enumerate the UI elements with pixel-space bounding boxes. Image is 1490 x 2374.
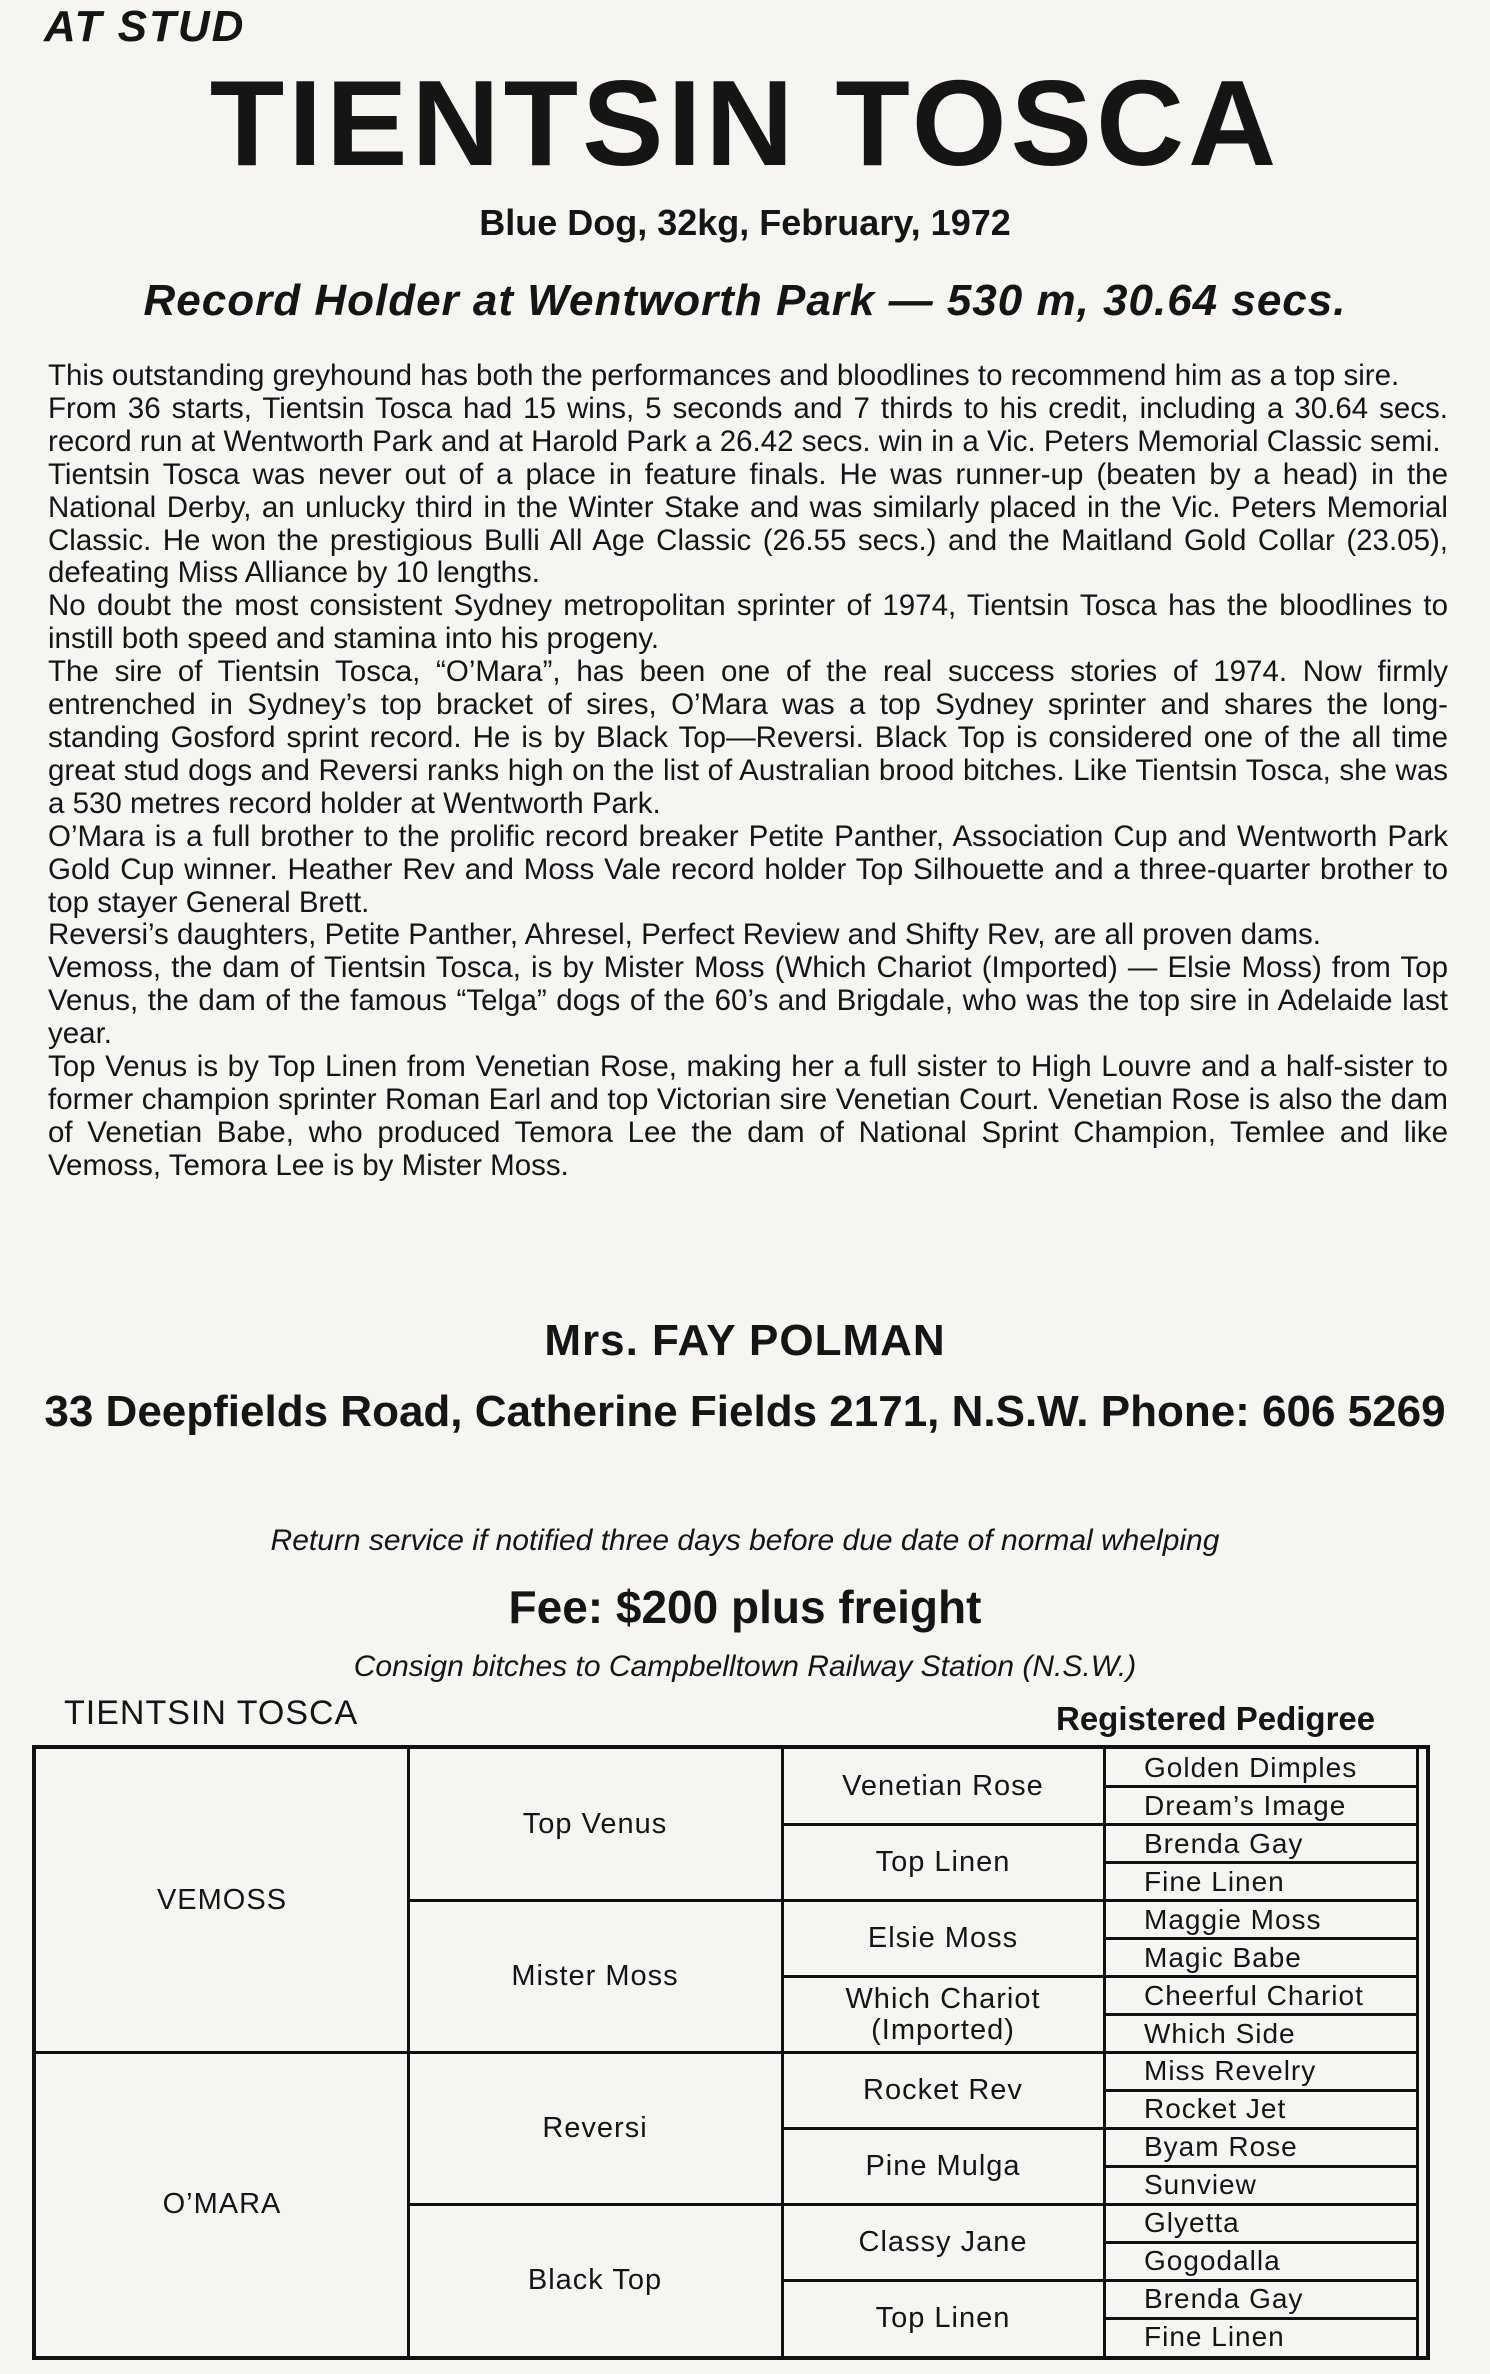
dog-description: Blue Dog, 32kg, February, 1972 [479, 202, 1011, 243]
page-title: TIENTSIN TOSCA [209, 55, 1281, 191]
paragraph: Reversi’s daughters, Petite Panther, Ahresel, Perfect Review and Shifty Rev, are all proven dams. [48, 918, 1321, 952]
grid-line [1104, 2279, 1418, 2282]
grid-line [1104, 2013, 1418, 2016]
ancestor-gen3: Pine Mulga [865, 2149, 1021, 2182]
grid-line [1104, 1899, 1418, 1902]
grid-line [407, 1749, 410, 2356]
ancestor-gen4: Cheerful Chariot [1144, 1979, 1364, 2011]
grid-line [782, 1823, 1104, 1826]
grid-line [1104, 1937, 1418, 1940]
grid-line [1104, 2127, 1418, 2130]
ancestor-gen2: Reversi [542, 2111, 648, 2144]
grid-line [1104, 2203, 1418, 2206]
ancestor-gen1: O’MARA [162, 2187, 282, 2220]
ancestor-gen4: Byam Rose [1144, 2131, 1298, 2163]
grid-line [782, 2279, 1104, 2282]
paragraph: From 36 starts, Tientsin Tosca had 15 wins, 5 seconds and 7 thirds to his credit, including a 30.64 secs. record run at Wentworth Park and at Harold Park a 26.42 secs. win in a Vic. Peters Memorial Classic semi. [48, 391, 1448, 458]
paragraph: Tientsin Tosca was never out of a place in feature finals. He was runner-up (beaten by a head) in the National Derby, an unlucky third in the Winter Stake and was similarly placed in the Vic. Peters Memorial Classic. He won the prestigious Bulli All Age Classic (26.55 secs.) and the Maitland Gold Collar (23.05), defeating Miss Alliance by 10 lengths. [48, 457, 1448, 590]
ancestor-gen3: Top Linen [875, 1846, 1011, 1879]
ancestor-gen2: Mister Moss [511, 1960, 679, 1993]
ancestor-gen4: Brenda Gay [1144, 1827, 1304, 1859]
ancestor-gen2: Top Venus [522, 1808, 668, 1841]
ancestor-gen4: Dream’s Image [1144, 1789, 1347, 1821]
ancestor-gen4: Fine Linen [1144, 2321, 1285, 2353]
ancestor-gen3: Classy Jane [858, 2225, 1028, 2258]
ancestor-gen3: Rocket Rev [863, 2073, 1023, 2106]
grid-line [1104, 2089, 1418, 2092]
ancestor-gen4: Magic Babe [1144, 1941, 1302, 1973]
grid-line [1103, 1749, 1106, 2356]
grid-line [1104, 2241, 1418, 2244]
ancestor-gen4: Rocket Jet [1144, 2093, 1287, 2125]
grid-line [781, 1749, 784, 2356]
ancestor-gen3: Elsie Moss [867, 1922, 1019, 1955]
owner-name: Mrs. FAY POLMAN [544, 1316, 946, 1365]
grid-line [1104, 2165, 1418, 2168]
grid-line [1104, 1823, 1418, 1826]
grid-line [1104, 2317, 1418, 2320]
grid-line [1104, 1861, 1418, 1864]
grid-line [782, 1899, 1104, 1902]
grid-line [782, 1975, 1104, 1978]
paragraph: This outstanding greyhound has both the performances and bloodlines to recommend him as a top sire. [48, 359, 1400, 392]
consign-note: Consign bitches to Campbelltown Railway Station (N.S.W.) [353, 1650, 1137, 1683]
ancestor-gen4: Brenda Gay [1144, 2283, 1304, 2315]
ancestor-gen4: Maggie Moss [1144, 1903, 1322, 1935]
grid-line [408, 2203, 782, 2206]
grid-line [782, 2203, 1104, 2206]
record-headline: Record Holder at Wentworth Park — 530 m, 30.64 secs. [143, 276, 1347, 325]
pedigree-dog-name: TIENTSIN TOSCA [64, 1694, 359, 1732]
grid-line [782, 2051, 1104, 2054]
grid-line [782, 2127, 1104, 2130]
paragraph: No doubt the most consistent Sydney metropolitan sprinter of 1974, Tientsin Tosca has the bloodlines to instill both speed and stamina into his progeny. [48, 589, 1448, 656]
grid-line [1416, 1749, 1419, 2356]
ancestor-gen4: Golden Dimples [1144, 1751, 1358, 1783]
ancestor-gen2: Black Top [527, 2263, 663, 2296]
grid-line [1104, 1785, 1418, 1788]
paragraph: The sire of Tientsin Tosca, “O’Mara”, has been one of the real success stories of 1974. Now firmly entrenched in Sydney’s top bracket of sires, O’Mara was a top Sydney sprinter and shares the long-standing Gosford sprint record. He is by Black Top—Reversi. Black Top is considered one of the all time great stud dogs and Reversi ranks high on the list of Australian brood bitches. Like Tientsin Tosca, she was a 530 metres record holder at Wentworth Park. [48, 655, 1448, 820]
paragraph: Top Venus is by Top Linen from Venetian Rose, making her a full sister to High Louvre and a half-sister to former champion sprinter Roman Earl and top Victorian sire Venetian Court. Venetian Rose is also the dam of Venetian Babe, who produced Temora Lee the dam of National Sprint Champion, Temlee and like Vemoss, Temora Lee is by Mister Moss. [48, 1050, 1448, 1182]
ancestor-gen4: Glyetta [1144, 2207, 1240, 2239]
grid-line [1104, 1975, 1418, 1978]
ancestor-gen3: Top Linen [875, 2301, 1011, 2334]
ancestor-gen4: Gogodalla [1144, 2245, 1281, 2277]
grid-line [36, 2051, 408, 2054]
stud-fee: Fee: $200 plus freight [508, 1581, 982, 1633]
ancestor-gen1: VEMOSS [156, 1884, 288, 1917]
at-stud-label: AT STUD [44, 2, 246, 51]
ancestor-gen4: Fine Linen [1144, 1865, 1285, 1897]
grid-line [408, 2051, 782, 2054]
paragraph: Vemoss, the dam of Tientsin Tosca, is by Mister Moss (Which Chariot (Imported) — Elsie Moss) from Top Venus, the dam of the famous “Telga” dogs of the 60’s and Brigdale, who was the top sire in Adelaide last year. [48, 951, 1448, 1051]
grid-line [1104, 2051, 1418, 2054]
ancestor-gen4: Which Side [1144, 2017, 1296, 2049]
pedigree-table [32, 1745, 1430, 2360]
ancestor-gen4: Sunview [1144, 2169, 1257, 2201]
pedigree-heading: Registered Pedigree [1056, 1700, 1376, 1737]
ancestor-gen3: Which Chariot (Imported) [845, 1982, 1041, 2046]
owner-address: 33 Deepfields Road, Catherine Fields 2171, N.S.W. Phone: 606 5269 [44, 1387, 1446, 1436]
ancestor-gen3: Venetian Rose [842, 1770, 1044, 1803]
grid-line [408, 1899, 782, 1902]
return-service-note: Return service if notified three days before due date of normal whelping [270, 1524, 1220, 1557]
ancestor-gen4: Miss Revelry [1144, 2055, 1317, 2087]
paragraph: O’Mara is a full brother to the prolific record breaker Petite Panther, Association Cup and Wentworth Park Gold Cup winner. Heather Rev and Moss Vale record holder Top Silhouette and a three-quarter brother to top stayer General Brett. [48, 819, 1448, 919]
body-text [48, 360, 1448, 1183]
